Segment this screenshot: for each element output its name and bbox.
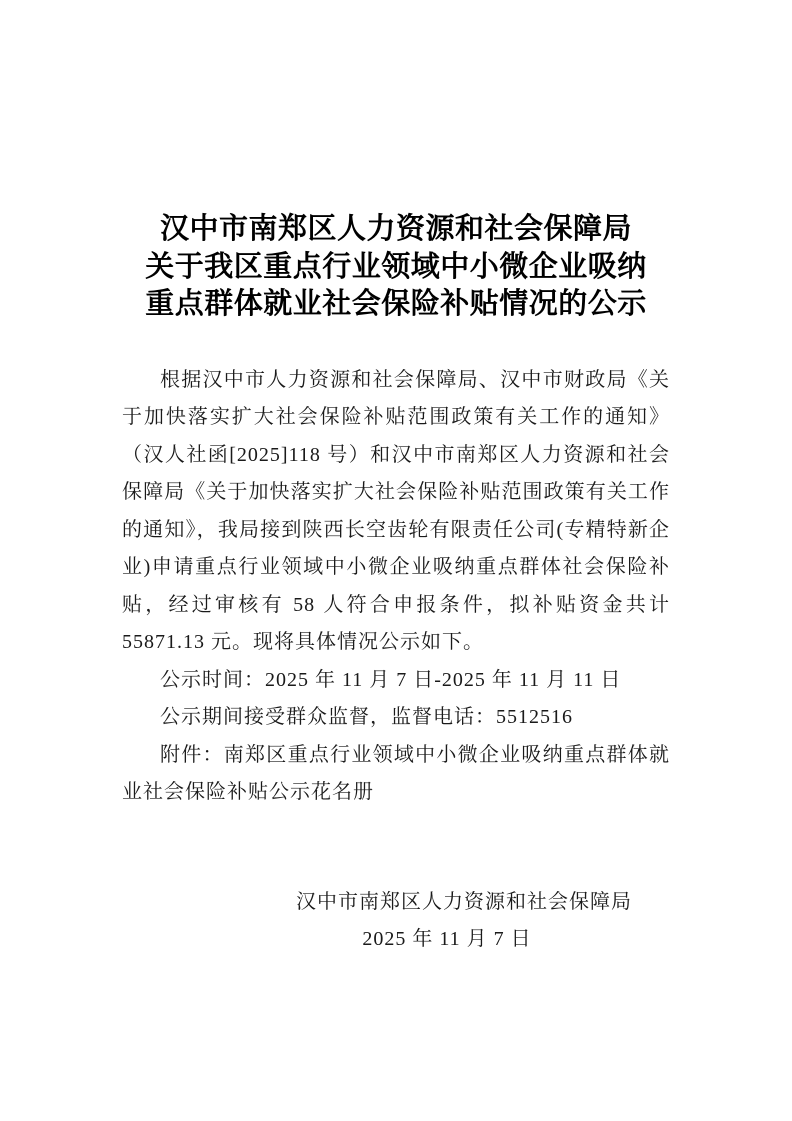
paragraph — [122, 737, 670, 812]
paragraph-line: 55871.13 元。现将具体情况公示如下。 — [122, 631, 484, 653]
paragraph-line: 贴，经过审核有 58 人符合申报条件，拟补贴资金共计 — [122, 593, 670, 616]
paragraph — [122, 662, 670, 700]
paragraph-line: 附件：南郑区重点行业领域中小微企业吸纳重点群体就 — [160, 743, 670, 766]
title-line: 汉中市南郑区人力资源和社会保障局 — [159, 213, 632, 245]
paragraph-line: 根据汉中市人力资源和社会保障局、汉中市财政局《关 — [160, 368, 670, 391]
signature-block — [122, 884, 670, 959]
paragraph — [122, 362, 670, 662]
document-title — [122, 211, 670, 324]
signature-agency: 汉中市南郑区人力资源和社会保障局 — [296, 890, 632, 913]
paragraph-line: （汉人社函[2025]118 号）和汉中市南郑区人力资源和社会 — [122, 443, 670, 466]
paragraph-line: 公示期间接受群众监督，监督电话：5512516 — [160, 706, 573, 728]
title-line: 重点群体就业社会保险补贴情况的公示 — [145, 288, 647, 320]
document-body — [122, 362, 670, 812]
paragraph-line: 业)申请重点行业领域中小微企业吸纳重点群体社会保险补 — [122, 556, 670, 578]
paragraph-line: 业社会保险补贴公示花名册 — [122, 781, 374, 803]
title-line: 关于我区重点行业领域中小微企业吸纳 — [145, 250, 647, 283]
paragraph-line: 保障局《关于加快落实扩大社会保险补贴范围政策有关工作 — [122, 481, 670, 503]
paragraph — [122, 699, 670, 737]
paragraph-line: 公示时间：2025 年 11 月 7 日-2025 年 11 月 11 日 — [160, 668, 622, 691]
paragraph-line: 于加快落实扩大社会保险补贴范围政策有关工作的通知》 — [122, 406, 670, 428]
signature-date: 2025 年 11 月 7 日 — [362, 928, 532, 950]
paragraph-line: 的通知》，我局接到陕西长空齿轮有限责任公司(专精特新企 — [122, 518, 670, 541]
